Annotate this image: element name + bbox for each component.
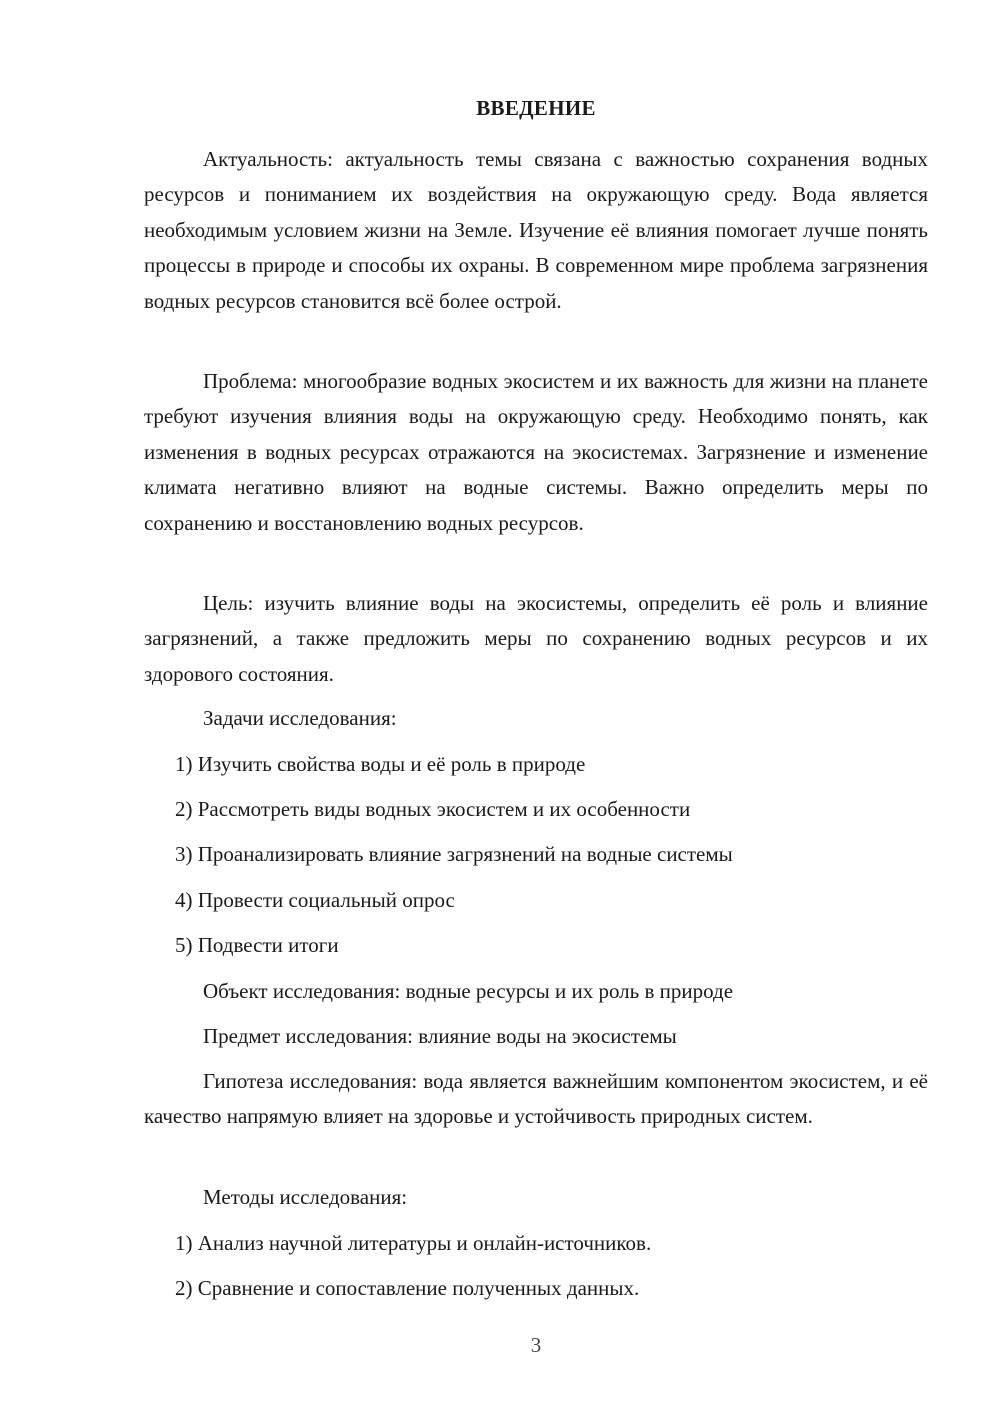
task-item-3-block (144, 837, 928, 872)
task-item-1-block (144, 747, 928, 782)
methods-heading-block (144, 1180, 928, 1215)
task-item: 5) Подвести итоги (175, 933, 339, 957)
problem-paragraph: Проблема: многообразие водных экосистем и их важность для жизни на планете требуют изучения влияния воды на окружающую среду. Необходимо понять, как изменения в водных ресурсах отражаются на экосистемах. Загрязнение и изменение климата негативно влияют на водные системы. Важно определить меры по сохранению и восстановлению водных ресурсов. (144, 369, 928, 535)
goal-paragraph: Цель: изучить влияние воды на экосистемы, определить её роль и влияние загрязнений, а также предложить меры по сохранению водных ресурсов и их здорового состояния. (144, 591, 928, 686)
problem-section (144, 364, 928, 541)
task-item: 4) Провести социальный опрос (175, 888, 455, 912)
method-item-2-block (144, 1271, 928, 1306)
task-item: 3) Проанализировать влияние загрязнений на водные системы (175, 842, 733, 866)
method-item-1-block (144, 1226, 928, 1261)
task-item: 1) Изучить свойства воды и её роль в природе (175, 752, 586, 776)
page-number: 3 (530, 1333, 542, 1357)
hypothesis-paragraph: Гипотеза исследования: вода является важнейшим компонентом экосистем, и её качество напрямую влияет на здоровье и устойчивость природных систем. (144, 1069, 928, 1129)
page-title: ВВЕДЕНИЕ (476, 96, 596, 120)
methods-heading: Методы исследования: (203, 1185, 408, 1209)
task-item-4-block (144, 883, 928, 918)
task-item-5-block (144, 928, 928, 963)
tasks-heading-block (144, 701, 928, 736)
subject-block (144, 1019, 928, 1054)
object-block (144, 974, 928, 1009)
relevance-section (144, 142, 928, 319)
research-subject: Предмет исследования: влияние воды на экосистемы (203, 1024, 677, 1048)
research-object: Объект исследования: водные ресурсы и их роль в природе (203, 979, 734, 1003)
method-item: 2) Сравнение и сопоставление полученных данных. (175, 1276, 640, 1300)
goal-section (144, 586, 928, 692)
tasks-heading: Задачи исследования: (203, 706, 397, 730)
relevance-paragraph: Актуальность: актуальность темы связана с важностью сохранения водных ресурсов и пониманием их воздействия на окружающую среду. Вода является необходимым условием жизни на Земле. Изучение её влияния помогает лучше понять процессы в природе и способы их охраны. В современном мире проблема загрязнения водных ресурсов становится всё более острой. (144, 147, 928, 313)
task-item-2-block (144, 792, 928, 827)
method-item: 1) Анализ научной литературы и онлайн-источников. (175, 1231, 652, 1255)
hypothesis-section (144, 1064, 928, 1135)
task-item: 2) Рассмотреть виды водных экосистем и их особенности (175, 797, 691, 821)
